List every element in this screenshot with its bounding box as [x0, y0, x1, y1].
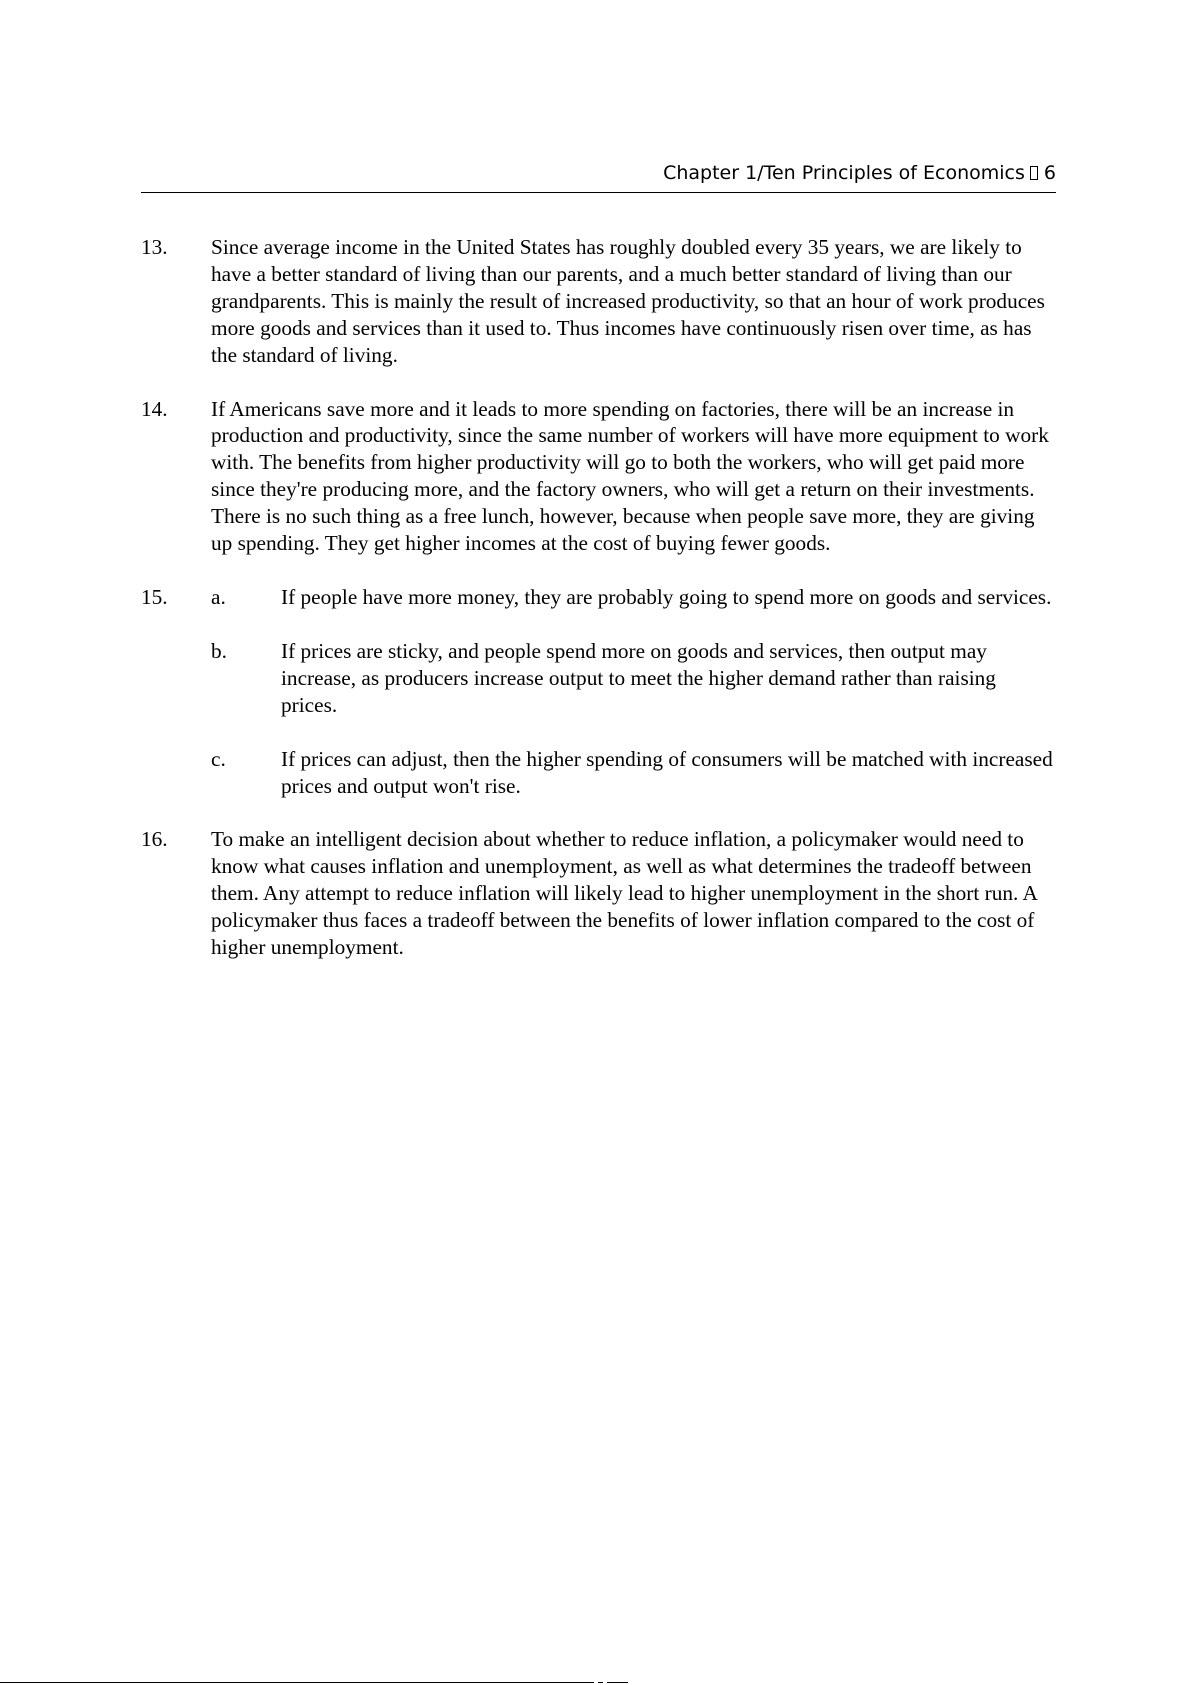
subitem-c: [211, 746, 1056, 800]
item-number: 13.: [141, 235, 168, 259]
subitem-text: If prices are sticky, and people spend more on goods and services, then output may increase, as producers increase output to meet the higher demand rather than raising prices.: [281, 638, 996, 717]
item-number: 14.: [141, 396, 168, 421]
answer-item-13: [141, 234, 1056, 369]
item-text: Since average income in the United States has roughly doubled every 35 years, we are likely to have a better standard of living than our parents, and a much better standard of living than our grandparents. This is mainly the result of increased productivity, so that an hour of work produces more goods and services than it used to. Thus incomes have continuously risen over time, as has the standard of living.: [211, 235, 1045, 367]
missing-glyph-icon: [1030, 166, 1038, 180]
subitem-a: [211, 584, 1056, 611]
item-number: 15.: [141, 584, 168, 609]
subitem-letter: c.: [211, 746, 226, 771]
item-text: To make an intelligent decision about whether to reduce inflation, a policymaker would need to know what causes inflation and unemployment, as well as what determines the tradeoff between them. Any attempt to reduce inflation will likely lead to higher unemployment in the short run. A policymaker thus faces a tradeoff between the benefits of lower inflation compared to the cost of higher unemployment.: [211, 827, 1037, 960]
footer-rule-right: [607, 1682, 628, 1683]
subitem-text: If people have more money, they are probably going to spend more on goods and services.: [281, 584, 1052, 609]
footer-rule-left: [0, 1682, 594, 1683]
subitem-letter: a.: [211, 584, 226, 609]
subitem-text: If prices can adjust, then the higher spending of consumers will be matched with increased prices and output won't rise.: [281, 746, 1053, 798]
item-number: 16.: [141, 827, 168, 852]
answer-list: [141, 234, 1056, 988]
answer-item-14: [141, 396, 1056, 557]
answer-item-16: [141, 826, 1056, 961]
subitem-list: [211, 584, 1056, 799]
footer-rule-gap: [598, 1682, 603, 1683]
subitem-letter: b.: [211, 638, 227, 663]
answer-item-15: [141, 584, 1056, 799]
item-text: If Americans save more and it leads to more spending on factories, there will be an increase in production and productivity, since the same number of workers will have more equipment to work with. The benefits from higher productivity will go to both the workers, who will get paid more since they're producing more, and the factory owners, who will get a return on their investments. There is no such thing as a free lunch, however, because when people save more, they are giving up spending. They get higher incomes at the cost of buying fewer goods.: [211, 396, 1049, 556]
subitem-b: [211, 638, 1056, 719]
page-number: 6: [1043, 162, 1056, 184]
running-header: [141, 158, 1056, 193]
running-title: Chapter 1/Ten Principles of Economics: [663, 162, 1025, 184]
